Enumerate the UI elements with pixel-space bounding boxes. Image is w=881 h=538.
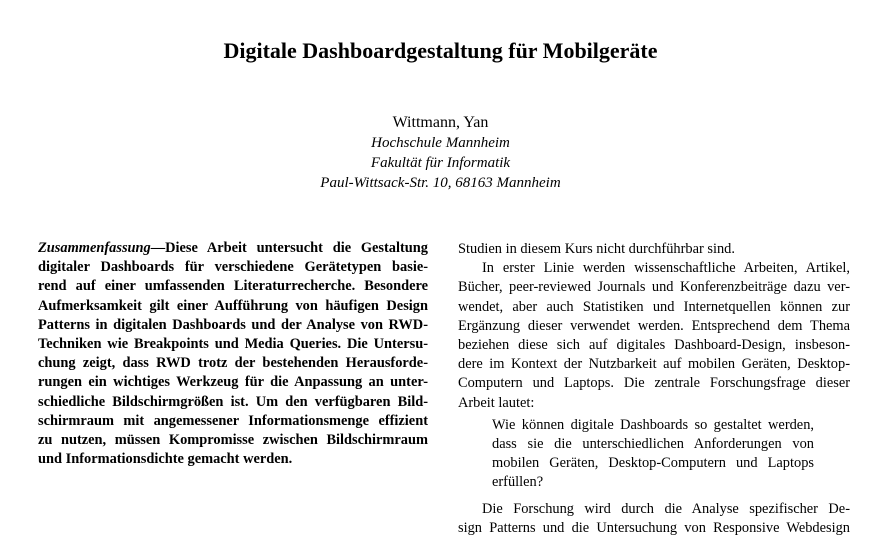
abstract-line: schiedliche Bildschirmgrößen ist. Um den verfügbaren Bild- bbox=[38, 393, 428, 410]
body-line: Computern und Laptops. Die zentrale Forschungsfrage dieser bbox=[458, 375, 850, 392]
abstract-line: rungen ein wichtiges Werkzeug für die Anpassung an unter- bbox=[38, 374, 428, 391]
abstract-line: Aufmerksamkeit gilt einer Aufführung von häufigen Design bbox=[38, 297, 428, 314]
affiliation-institution: Hochschule Mannheim bbox=[371, 135, 510, 151]
abstract-line: Patterns in digitalen Dashboards und der Analyse von RWD- bbox=[38, 316, 428, 333]
research-question-quote bbox=[492, 416, 814, 493]
abstract-line-text: Diese Arbeit untersucht die Gestaltung bbox=[165, 240, 428, 256]
quote-line: dass sie die unterschiedlichen Anforderungen von bbox=[492, 436, 814, 453]
abstract-line: und Informationsdichte gemacht werden. bbox=[38, 451, 293, 468]
body-line: Bücher, peer-reviewed Journals und Konferenzbeiträge dazu ver- bbox=[458, 279, 850, 296]
body-line: dere im Kontext der Nutzbarkeit auf mobilen Geräten, Desktop- bbox=[458, 356, 850, 373]
abstract-dash: — bbox=[150, 240, 166, 256]
affiliation-address: Paul-Wittsack-Str. 10, 68163 Mannheim bbox=[320, 175, 561, 191]
author-name: Wittmann, Yan bbox=[392, 114, 489, 131]
abstract bbox=[38, 239, 428, 469]
body-line: beziehen diese sich auf digitales Dashboard-Design, insbeson- bbox=[458, 337, 850, 354]
body-line: Die Forschung wird durch die Analyse spezifischer De- bbox=[482, 500, 850, 517]
body-line: Arbeit lautet: bbox=[458, 394, 535, 411]
abstract-line: schirmraum mit angemessener Informationsmenge effizient bbox=[38, 412, 428, 429]
abstract-line: digitaler Dashboards für verschiedene Gerätetypen basie- bbox=[38, 259, 428, 276]
affiliation-faculty: Fakultät für Informatik bbox=[370, 155, 511, 171]
body-line: wendet, aber auch Statistiken und Internetquellen können zur bbox=[458, 298, 850, 315]
paper-title: Digitale Dashboardgestaltung für Mobilgeräte bbox=[223, 38, 658, 63]
abstract-line: rend auf einer umfassenden Literaturrecherche. Besondere bbox=[38, 278, 428, 295]
body-line: sign Patterns und die Untersuchung von Responsive Webdesign bbox=[458, 519, 850, 536]
quote-line: Wie können digitale Dashboards so gestaltet werden, bbox=[492, 416, 814, 433]
abstract-line: zu nutzen, müssen Kompromisse zwischen Bildschirmraum bbox=[38, 432, 428, 449]
body-line: Ergänzung dieser verwendet werden. Entsprechend dem Thema bbox=[458, 317, 850, 334]
abstract-line: chung zeigt, dass RWD trotz der bestehenden Herausforde- bbox=[38, 355, 428, 372]
body-line: In erster Linie werden wissenschaftliche Arbeiten, Artikel, bbox=[482, 260, 850, 277]
abstract-label: Zusammenfassung bbox=[38, 240, 151, 256]
abstract-line bbox=[38, 239, 428, 258]
quote-line: mobilen Geräten, Desktop-Computern und Laptops bbox=[492, 455, 814, 472]
body-line: Studien in diesem Kurs nicht durchführbar sind. bbox=[458, 241, 735, 257]
body-column-right bbox=[458, 240, 850, 538]
abstract-line: Techniken wie Breakpoints und Media Queries. Die Untersu- bbox=[38, 336, 428, 353]
quote-line: erfüllen? bbox=[492, 474, 544, 491]
